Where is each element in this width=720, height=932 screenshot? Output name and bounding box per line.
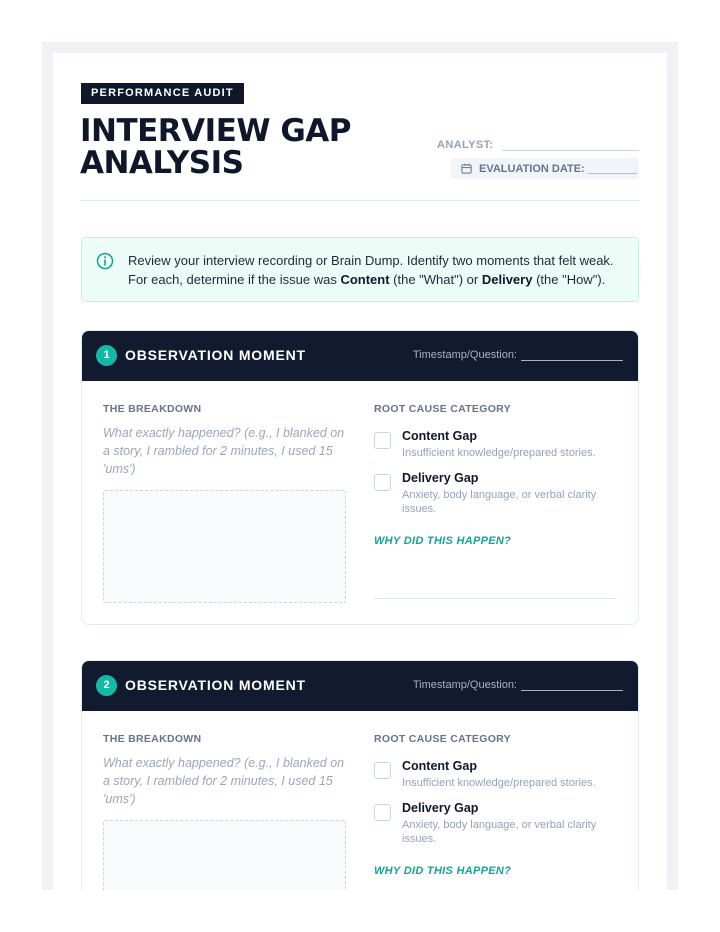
option-description: Anxiety, body language, or verbal clarity issues. bbox=[402, 489, 597, 515]
timestamp-label: Timestamp/Question: bbox=[412, 349, 517, 361]
evaluation-date-label: EVALUATION DATE: ________ bbox=[479, 162, 637, 175]
timestamp-field[interactable] bbox=[413, 679, 623, 691]
calendar-icon bbox=[461, 163, 472, 174]
page-title: INTERVIEW GAP ANALYSIS bbox=[80, 113, 352, 181]
page-background bbox=[42, 42, 678, 890]
breakdown-prompt: What exactly happened? (e.g., I blanked on a story, I rambled for 2 minutes, I used 15 'ums') bbox=[103, 426, 345, 476]
content-gap-checkbox[interactable] bbox=[374, 432, 391, 449]
instructions-content-word: Content bbox=[340, 271, 390, 287]
info-icon bbox=[96, 252, 114, 270]
instructions-text bbox=[128, 252, 633, 289]
root-cause-label: ROOT CAUSE CATEGORY bbox=[374, 733, 511, 745]
analyst-input-line[interactable] bbox=[502, 137, 639, 151]
option-title: Delivery Gap bbox=[402, 471, 479, 485]
delivery-gap-checkbox[interactable] bbox=[374, 804, 391, 821]
card-header bbox=[82, 331, 638, 381]
section-badge: PERFORMANCE AUDIT bbox=[81, 83, 244, 104]
header-divider bbox=[81, 200, 639, 201]
instructions-delivery-word: Delivery bbox=[481, 271, 533, 287]
analyst-field[interactable] bbox=[437, 133, 639, 151]
breakdown-writing-area[interactable] bbox=[103, 490, 346, 603]
card-title: OBSERVATION MOMENT bbox=[125, 347, 306, 363]
why-label: WHY DID THIS HAPPEN? bbox=[374, 865, 512, 877]
breakdown-label: THE BREAKDOWN bbox=[103, 403, 202, 415]
instructions-part-3: (the "How"). bbox=[532, 271, 606, 287]
instructions-box bbox=[81, 237, 639, 302]
option-description: Anxiety, body language, or verbal clarity issues. bbox=[402, 819, 597, 845]
card-number-badge: 2 bbox=[96, 675, 117, 696]
breakdown-writing-area[interactable] bbox=[103, 820, 346, 890]
option-description: Insufficient knowledge/prepared stories. bbox=[402, 447, 596, 459]
timestamp-label: Timestamp/Question: bbox=[412, 679, 517, 691]
delivery-gap-checkbox[interactable] bbox=[374, 474, 391, 491]
option-title: Content Gap bbox=[402, 429, 477, 443]
timestamp-input-line[interactable] bbox=[521, 680, 623, 691]
analyst-label: ANALYST: bbox=[437, 139, 494, 151]
option-description: Insufficient knowledge/prepared stories. bbox=[402, 777, 596, 789]
instructions-part-2: (the "What") or bbox=[389, 271, 482, 287]
instructions-part-1: Review your interview recording or Brain Dump. Identify two moments that felt weak. For each, determine if the issue was bbox=[128, 253, 614, 287]
content-gap-checkbox[interactable] bbox=[374, 762, 391, 779]
option-title: Content Gap bbox=[402, 759, 477, 773]
observation-card-1 bbox=[81, 330, 639, 625]
why-input-line[interactable] bbox=[374, 598, 617, 599]
root-cause-label: ROOT CAUSE CATEGORY bbox=[374, 403, 511, 415]
breakdown-prompt: What exactly happened? (e.g., I blanked on a story, I rambled for 2 minutes, I used 15 'ums') bbox=[103, 756, 345, 806]
evaluation-date-field[interactable] bbox=[451, 158, 639, 179]
breakdown-label: THE BREAKDOWN bbox=[103, 733, 202, 745]
card-number-badge: 1 bbox=[96, 345, 117, 366]
why-label: WHY DID THIS HAPPEN? bbox=[374, 535, 512, 547]
timestamp-input-line[interactable] bbox=[521, 350, 623, 361]
worksheet-sheet bbox=[53, 53, 667, 890]
card-title: OBSERVATION MOMENT bbox=[125, 677, 306, 693]
card-header bbox=[82, 661, 638, 711]
observation-card-2 bbox=[81, 660, 639, 890]
timestamp-field[interactable] bbox=[413, 349, 623, 361]
option-title: Delivery Gap bbox=[402, 801, 479, 815]
